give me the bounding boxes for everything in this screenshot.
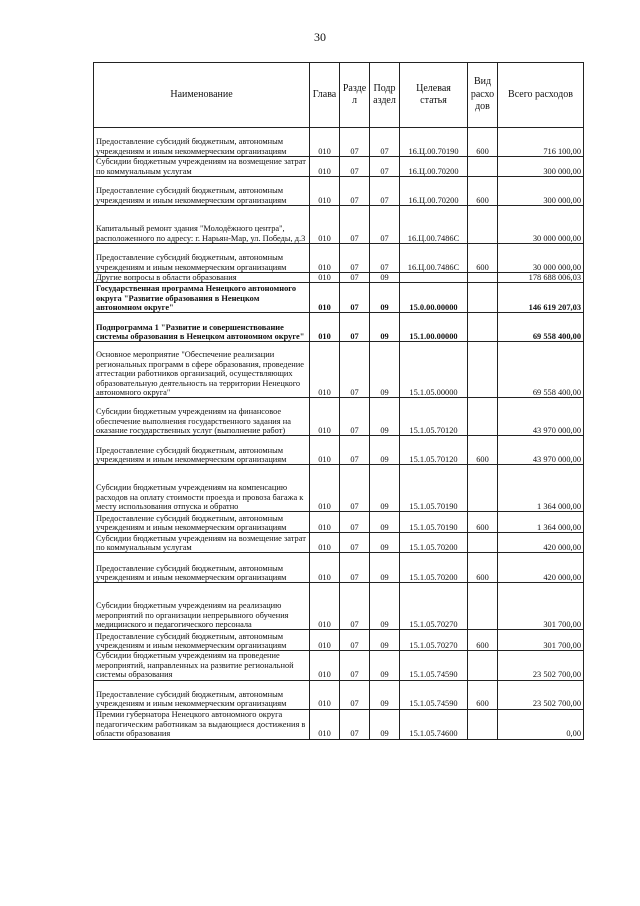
table-header-row [94,63,584,128]
row-subsection: 09 [370,512,400,533]
row-section: 07 [340,313,370,342]
row-name: Субсидии бюджетным учреждениям на компенсацию расходов на оплату стоимости проезда и провоза багажа к месту использования отпуска и обратно [94,465,310,512]
table-row [94,398,584,436]
row-subsection: 09 [370,313,400,342]
row-type: 600 [468,512,498,533]
row-name: Премии губернатора Ненецкого автономного округа педагогическим работникам за выдающиеся достижения в области образования [94,709,310,739]
row-section: 07 [340,273,370,283]
row-target: 15.1.05.74590 [400,680,468,709]
row-total: 420 000,00 [498,553,584,583]
row-type [468,583,498,630]
row-chapter: 010 [310,313,340,342]
row-subsection: 09 [370,680,400,709]
row-section: 07 [340,465,370,512]
row-target: 15.1.05.70200 [400,553,468,583]
row-subsection: 09 [370,533,400,553]
table-row [94,177,584,206]
row-chapter: 010 [310,342,340,398]
row-name: Государственная программа Ненецкого автономного округа "Развитие образования в Ненецком автономном округе" [94,283,310,313]
row-subsection: 07 [370,206,400,244]
row-type: 600 [468,680,498,709]
row-total: 716 100,00 [498,128,584,157]
row-section: 07 [340,244,370,273]
row-name: Предоставление субсидий бюджетным, автономным учреждениям и иным некоммерческим организациям [94,177,310,206]
row-target [400,273,468,283]
table-row [94,709,584,739]
row-target: 16.Ц.00.7486С [400,206,468,244]
row-total: 69 558 400,00 [498,342,584,398]
row-type: 600 [468,630,498,651]
row-section: 07 [340,709,370,739]
row-total: 1 364 000,00 [498,465,584,512]
row-name: Субсидии бюджетным учреждениям на проведение мероприятий, направленных на развитие региональной системы образования [94,651,310,680]
row-target: 16.Ц.00.7486С [400,244,468,273]
row-type [468,313,498,342]
row-target: 15.0.00.00000 [400,283,468,313]
page-number: 30 [314,30,326,44]
row-target: 15.1.05.74600 [400,709,468,739]
table-row [94,342,584,398]
table-row [94,283,584,313]
row-name: Подпрограмма 1 "Развитие и совершенствование системы образования в Ненецком автономном округе" [94,313,310,342]
row-chapter: 010 [310,709,340,739]
row-chapter: 010 [310,244,340,273]
row-type [468,709,498,739]
row-target: 15.1.05.00000 [400,342,468,398]
table-row [94,157,584,177]
row-subsection: 09 [370,553,400,583]
header-type: Вид расхо дов [468,63,498,128]
row-chapter: 010 [310,157,340,177]
header-subsection: Подр аздел [370,63,400,128]
row-subsection: 09 [370,630,400,651]
row-name: Основное мероприятие "Обеспечение реализации региональных программ в сфере образования, проведение аттестации работников организаций, осуществляющих образовательную деятельность на территории Ненецкого автономного округа" [94,342,310,398]
row-target: 15.1.05.70270 [400,583,468,630]
table-row [94,206,584,244]
row-type [468,342,498,398]
row-chapter: 010 [310,283,340,313]
row-type [468,283,498,313]
row-section: 07 [340,651,370,680]
row-name: Предоставление субсидий бюджетным, автономным учреждениям и иным некоммерческим организациям [94,512,310,533]
row-name: Предоставление субсидий бюджетным, автономным учреждениям и иным некоммерческим организациям [94,680,310,709]
row-chapter: 010 [310,273,340,283]
row-total: 301 700,00 [498,630,584,651]
table-row [94,244,584,273]
row-chapter: 010 [310,436,340,465]
row-name: Предоставление субсидий бюджетным, автономным учреждениям и иным некоммерческим организациям [94,436,310,465]
row-name: Предоставление субсидий бюджетным, автономным учреждениям и иным некоммерческим организациям [94,553,310,583]
row-section: 07 [340,283,370,313]
row-subsection: 09 [370,651,400,680]
row-type [468,533,498,553]
row-total: 43 970 000,00 [498,436,584,465]
row-total: 23 502 700,00 [498,651,584,680]
row-total: 30 000 000,00 [498,244,584,273]
row-name: Предоставление субсидий бюджетным, автономным учреждениям и иным некоммерческим организациям [94,630,310,651]
row-type [468,206,498,244]
row-total: 30 000 000,00 [498,206,584,244]
row-subsection: 09 [370,709,400,739]
row-type: 600 [468,436,498,465]
row-total: 420 000,00 [498,533,584,553]
row-target: 16.Ц.00.70190 [400,128,468,157]
row-target: 15.1.05.70120 [400,436,468,465]
row-section: 07 [340,583,370,630]
table-row [94,630,584,651]
row-name: Предоставление субсидий бюджетным, автономным учреждениям и иным некоммерческим организациям [94,244,310,273]
row-section: 07 [340,553,370,583]
row-chapter: 010 [310,128,340,157]
row-name: Субсидии бюджетным учреждениям на возмещение затрат по коммунальным услугам [94,157,310,177]
table-row [94,533,584,553]
row-section: 07 [340,680,370,709]
table-row [94,273,584,283]
row-subsection: 07 [370,128,400,157]
row-type: 600 [468,177,498,206]
row-chapter: 010 [310,680,340,709]
row-section: 07 [340,398,370,436]
row-chapter: 010 [310,651,340,680]
row-target: 15.1.05.70190 [400,465,468,512]
table-row [94,313,584,342]
table-row [94,436,584,465]
header-target: Целевая статья [400,63,468,128]
row-subsection: 07 [370,244,400,273]
header-section: Разде л [340,63,370,128]
row-type [468,651,498,680]
budget-table [93,62,584,740]
row-total: 0,00 [498,709,584,739]
row-subsection: 07 [370,177,400,206]
row-target: 15.1.05.70190 [400,512,468,533]
row-name: Другие вопросы в области образования [94,273,310,283]
table-body [94,128,584,740]
row-subsection: 09 [370,465,400,512]
row-target: 16.Ц.00.70200 [400,177,468,206]
row-total: 43 970 000,00 [498,398,584,436]
row-name: Капитальный ремонт здания "Молодёжного центра", расположенного по адресу: г. Нарьян-Мар, ул. Победы, д.3 [94,206,310,244]
row-section: 07 [340,177,370,206]
row-total: 300 000,00 [498,157,584,177]
row-chapter: 010 [310,630,340,651]
row-total: 301 700,00 [498,583,584,630]
row-section: 07 [340,436,370,465]
header-chapter: Глава [310,63,340,128]
row-target: 15.1.05.74590 [400,651,468,680]
table-row [94,465,584,512]
row-target: 15.1.05.70120 [400,398,468,436]
row-chapter: 010 [310,398,340,436]
row-type: 600 [468,128,498,157]
row-total: 178 688 006,03 [498,273,584,283]
row-chapter: 010 [310,533,340,553]
table-row [94,553,584,583]
row-section: 07 [340,128,370,157]
table-row [94,583,584,630]
row-name: Предоставление субсидий бюджетным, автономным учреждениям и иным некоммерческим организациям [94,128,310,157]
table-row [94,512,584,533]
row-type [468,398,498,436]
row-subsection: 07 [370,157,400,177]
row-section: 07 [340,206,370,244]
row-type [468,157,498,177]
row-chapter: 010 [310,553,340,583]
row-total: 146 619 207,03 [498,283,584,313]
row-target: 15.1.05.70270 [400,630,468,651]
row-chapter: 010 [310,512,340,533]
row-total: 23 502 700,00 [498,680,584,709]
row-type: 600 [468,244,498,273]
row-subsection: 09 [370,436,400,465]
row-type [468,273,498,283]
row-name: Субсидии бюджетным учреждениям на финансовое обеспечение выполнения государственного задания на оказание государственных услуг (выполнение работ) [94,398,310,436]
row-chapter: 010 [310,206,340,244]
row-subsection: 09 [370,283,400,313]
header-name: Наименование [94,63,310,128]
row-section: 07 [340,512,370,533]
table-row [94,680,584,709]
table-row [94,128,584,157]
row-target: 16.Ц.00.70200 [400,157,468,177]
row-type [468,465,498,512]
row-subsection: 09 [370,273,400,283]
row-type: 600 [468,553,498,583]
row-name: Субсидии бюджетным учреждениям на возмещение затрат по коммунальным услугам [94,533,310,553]
row-section: 07 [340,533,370,553]
row-target: 15.1.05.70200 [400,533,468,553]
row-total: 69 558 400,00 [498,313,584,342]
header-total: Всего расходов [498,63,584,128]
row-subsection: 09 [370,342,400,398]
row-chapter: 010 [310,583,340,630]
table-row [94,651,584,680]
row-total: 300 000,00 [498,177,584,206]
row-section: 07 [340,630,370,651]
row-chapter: 010 [310,465,340,512]
row-subsection: 09 [370,398,400,436]
row-subsection: 09 [370,583,400,630]
row-chapter: 010 [310,177,340,206]
row-section: 07 [340,342,370,398]
row-name: Субсидии бюджетным учреждениям на реализацию мероприятий по организации непрерывного обучения медицинского и педагогического персонала [94,583,310,630]
row-target: 15.1.00.00000 [400,313,468,342]
row-section: 07 [340,157,370,177]
row-total: 1 364 000,00 [498,512,584,533]
